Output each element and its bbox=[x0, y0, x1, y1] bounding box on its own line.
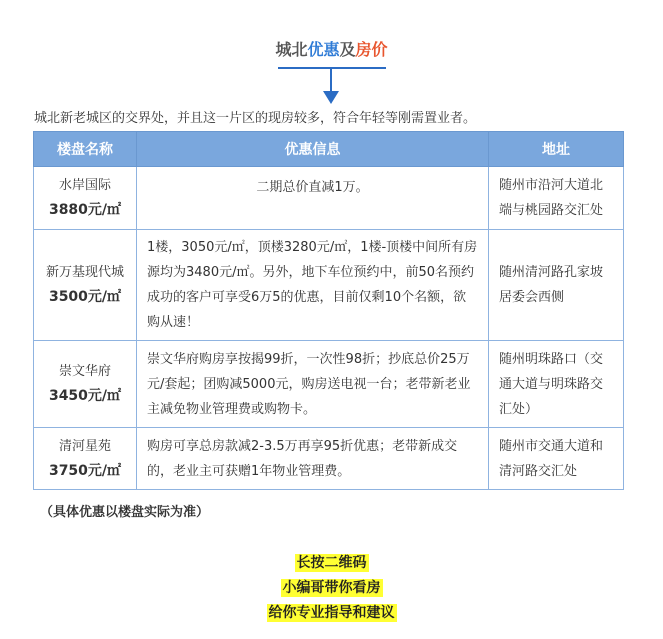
cta-expert-advice: 给你专业指导和建议 bbox=[268, 605, 395, 621]
table-header-row bbox=[34, 132, 624, 167]
table-row bbox=[34, 428, 624, 490]
heading-part-and: 及 bbox=[339, 40, 356, 59]
down-arrow-icon bbox=[320, 69, 342, 105]
cta-long-press-qr: 长按二维码 bbox=[296, 555, 367, 571]
housing-deals-table bbox=[33, 131, 624, 490]
property-name: 崇文华府 bbox=[58, 364, 111, 379]
table-row bbox=[34, 167, 624, 230]
heading-part-north: 城北 bbox=[275, 40, 308, 59]
cta-line-2 bbox=[0, 577, 663, 598]
property-cell bbox=[34, 428, 137, 490]
cta-line-1 bbox=[0, 552, 663, 573]
property-cell bbox=[34, 167, 137, 230]
property-cell bbox=[34, 341, 137, 428]
header-address: 地址 bbox=[489, 132, 624, 167]
property-price: 3750元/㎡ bbox=[48, 462, 122, 479]
discount-info: 崇文华府购房享按揭99折，一次性98折；抄底总价25万元/套起；团购减5000元，购房送电视一台；老带新老业主减免物业管理费或购物卡。 bbox=[137, 341, 489, 428]
heading-part-price: 房价 bbox=[355, 40, 388, 59]
property-address: 随州明珠路口（交通大道与明珠路交汇处） bbox=[489, 341, 624, 428]
heading-part-discount: 优惠 bbox=[307, 40, 340, 59]
property-cell bbox=[34, 230, 137, 341]
property-address: 随州市沿河大道北端与桃园路交汇处 bbox=[489, 167, 624, 230]
cta-line-3 bbox=[0, 602, 663, 623]
property-address: 随州市交通大道和清河路交汇处 bbox=[489, 428, 624, 490]
section-heading bbox=[0, 40, 663, 60]
property-name: 新万基现代城 bbox=[45, 265, 124, 280]
header-discount-info: 优惠信息 bbox=[137, 132, 489, 167]
cta-tour-guide: 小编哥带你看房 bbox=[282, 580, 381, 596]
discount-info: 二期总价直减1万。 bbox=[137, 167, 489, 230]
discount-info: 购房可享总房款减2-3.5万再享95折优惠；老带新成交的，老业主可获赠1年物业管理费。 bbox=[137, 428, 489, 490]
header-property-name: 楼盘名称 bbox=[34, 132, 137, 167]
property-name: 水岸国际 bbox=[58, 178, 111, 193]
property-name: 清河星苑 bbox=[58, 438, 111, 454]
table-row bbox=[34, 230, 624, 341]
property-address: 随州清河路孔家坡居委会西侧 bbox=[489, 230, 624, 341]
property-price: 3450元/㎡ bbox=[48, 388, 122, 404]
disclaimer-note: （具体优惠以楼盘实际为准） bbox=[40, 505, 210, 520]
property-price: 3500元/㎡ bbox=[48, 289, 122, 305]
property-price: 3880元/㎡ bbox=[48, 202, 122, 218]
table-row bbox=[34, 341, 624, 428]
intro-text: 城北新老城区的交界处，并且这一片区的现房较多，符合年轻等刚需置业者。 bbox=[34, 111, 477, 126]
discount-info: 1楼，3050元/㎡，顶楼3280元/㎡，1楼-顶楼中间所有房源均为3480元/㎡。另外，地下车位预约中，前50名预约成功的客户可享受6万5的优惠，目前仅剩10个名额，欲购从速！ bbox=[137, 230, 489, 341]
